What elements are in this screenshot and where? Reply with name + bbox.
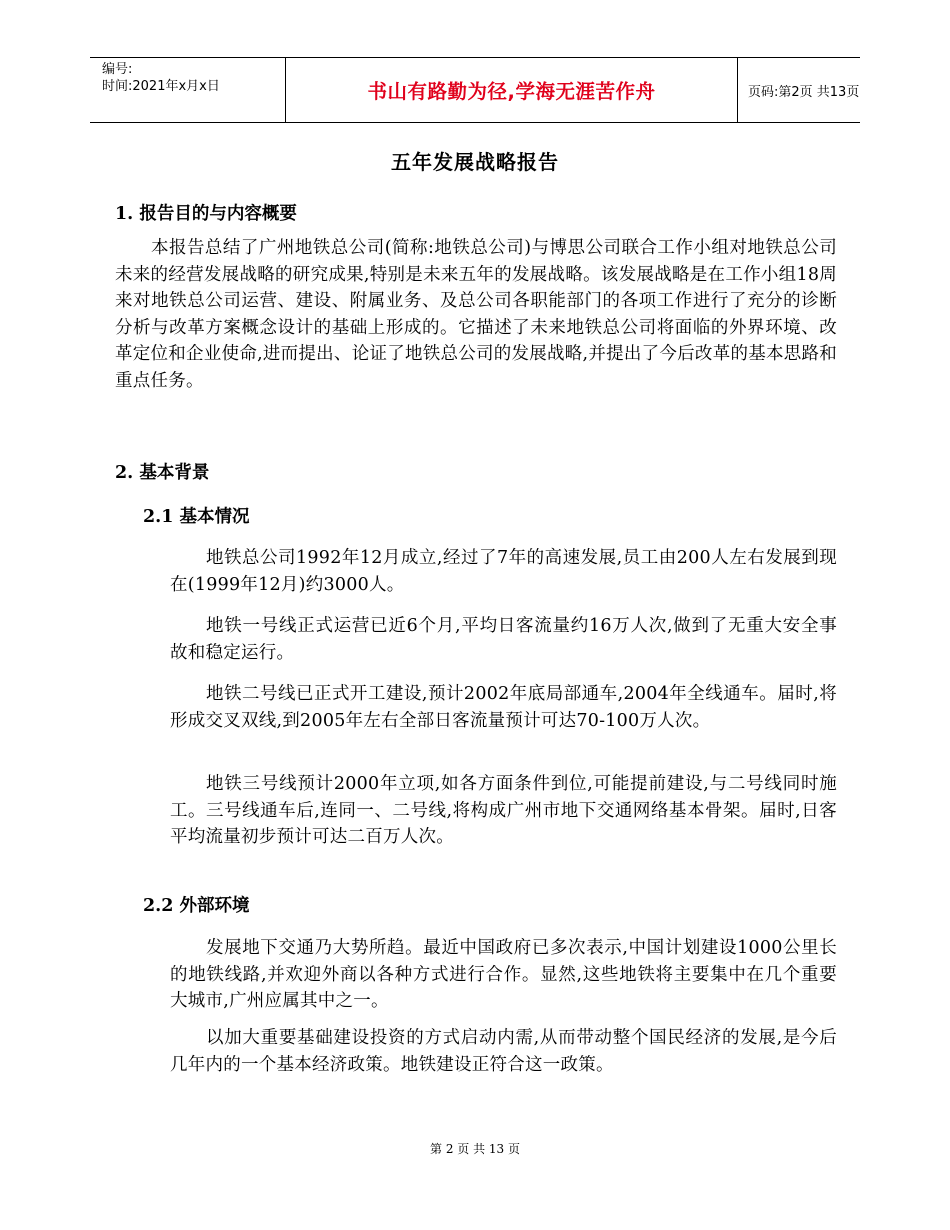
paragraph-2-2-b: 以加大重要基础建设投资的方式启动内需,从而带动整个国民经济的发展,是今后几年内的一个基本经济政策。地铁建设正符合这一政策。 (170, 1028, 837, 1075)
subsection-heading-2-2: 2.2 外部环境 (143, 896, 250, 916)
paragraph-2-1-d: 地铁三号线预计2000年立项,如各方面条件到位,可能提前建设,与二号线同时施工。三号线通车后,连同一、二号线,将构成广州市地下交通网络基本骨架。届时,日客平均流量初步预计可达二百万人次。 (170, 774, 837, 847)
header-left-cell (90, 58, 285, 122)
subsection-heading-2-1: 2.1 基本情况 (143, 507, 250, 527)
paragraph-summary: 本报告总结了广州地铁总公司(简称:地铁总公司)与博思公司联合工作小组对地铁总公司未来的经营发展战略的研究成果,特别是未来五年的发展战略。该发展战略是在工作小组18周来对地铁总公司运营、建设、附属业务、及总公司各职能部门的各项工作进行了充分的诊断分析与改革方案概念设计的基础上形成的。它描述了未来地铁总公司将面临的外界环境、改革定位和企业使命,进而提出、论证了地铁总公司的发展战略,并提出了今后改革的基本思路和重点任务。 (115, 238, 837, 391)
section-heading-1: 1. 报告目的与内容概要 (115, 204, 297, 224)
page-header (90, 57, 860, 123)
document-title: 五年发展战略报告 (391, 150, 559, 174)
header-page-info: 页码:第2页 共13页 (748, 84, 860, 100)
section-heading-2: 2. 基本背景 (115, 463, 210, 483)
paragraph-2-1-c: 地铁二号线已正式开工建设,预计2002年底局部通车,2004年全线通车。届时,将形成交叉双线,到2005年左右全部日客流量预计可达70-100万人次。 (170, 684, 837, 731)
paragraph-2-1-a: 地铁总公司1992年12月成立,经过了7年的高速发展,员工由200人左右发展到现在(1999年12月)约3000人。 (170, 548, 837, 595)
paragraph-2-1-b: 地铁一号线正式运营已近6个月,平均日客流量约16万人次,做到了无重大安全事故和稳定运行。 (170, 616, 837, 663)
number-label: 编号: (102, 62, 133, 77)
motto: 书山有路勤为径,学海无涯苦作舟 (285, 58, 738, 122)
paragraph-2-2-a: 发展地下交通乃大势所趋。最近中国政府已多次表示,中国计划建设1000公里长的地铁线路,并欢迎外商以各种方式进行合作。显然,这些地铁将主要集中在几个重要大城市,广州应属其中之一。 (170, 938, 837, 1011)
time-label: 时间:2021年x月x日 (102, 79, 220, 94)
page-footer: 第 2 页 共 13 页 (430, 1142, 520, 1156)
